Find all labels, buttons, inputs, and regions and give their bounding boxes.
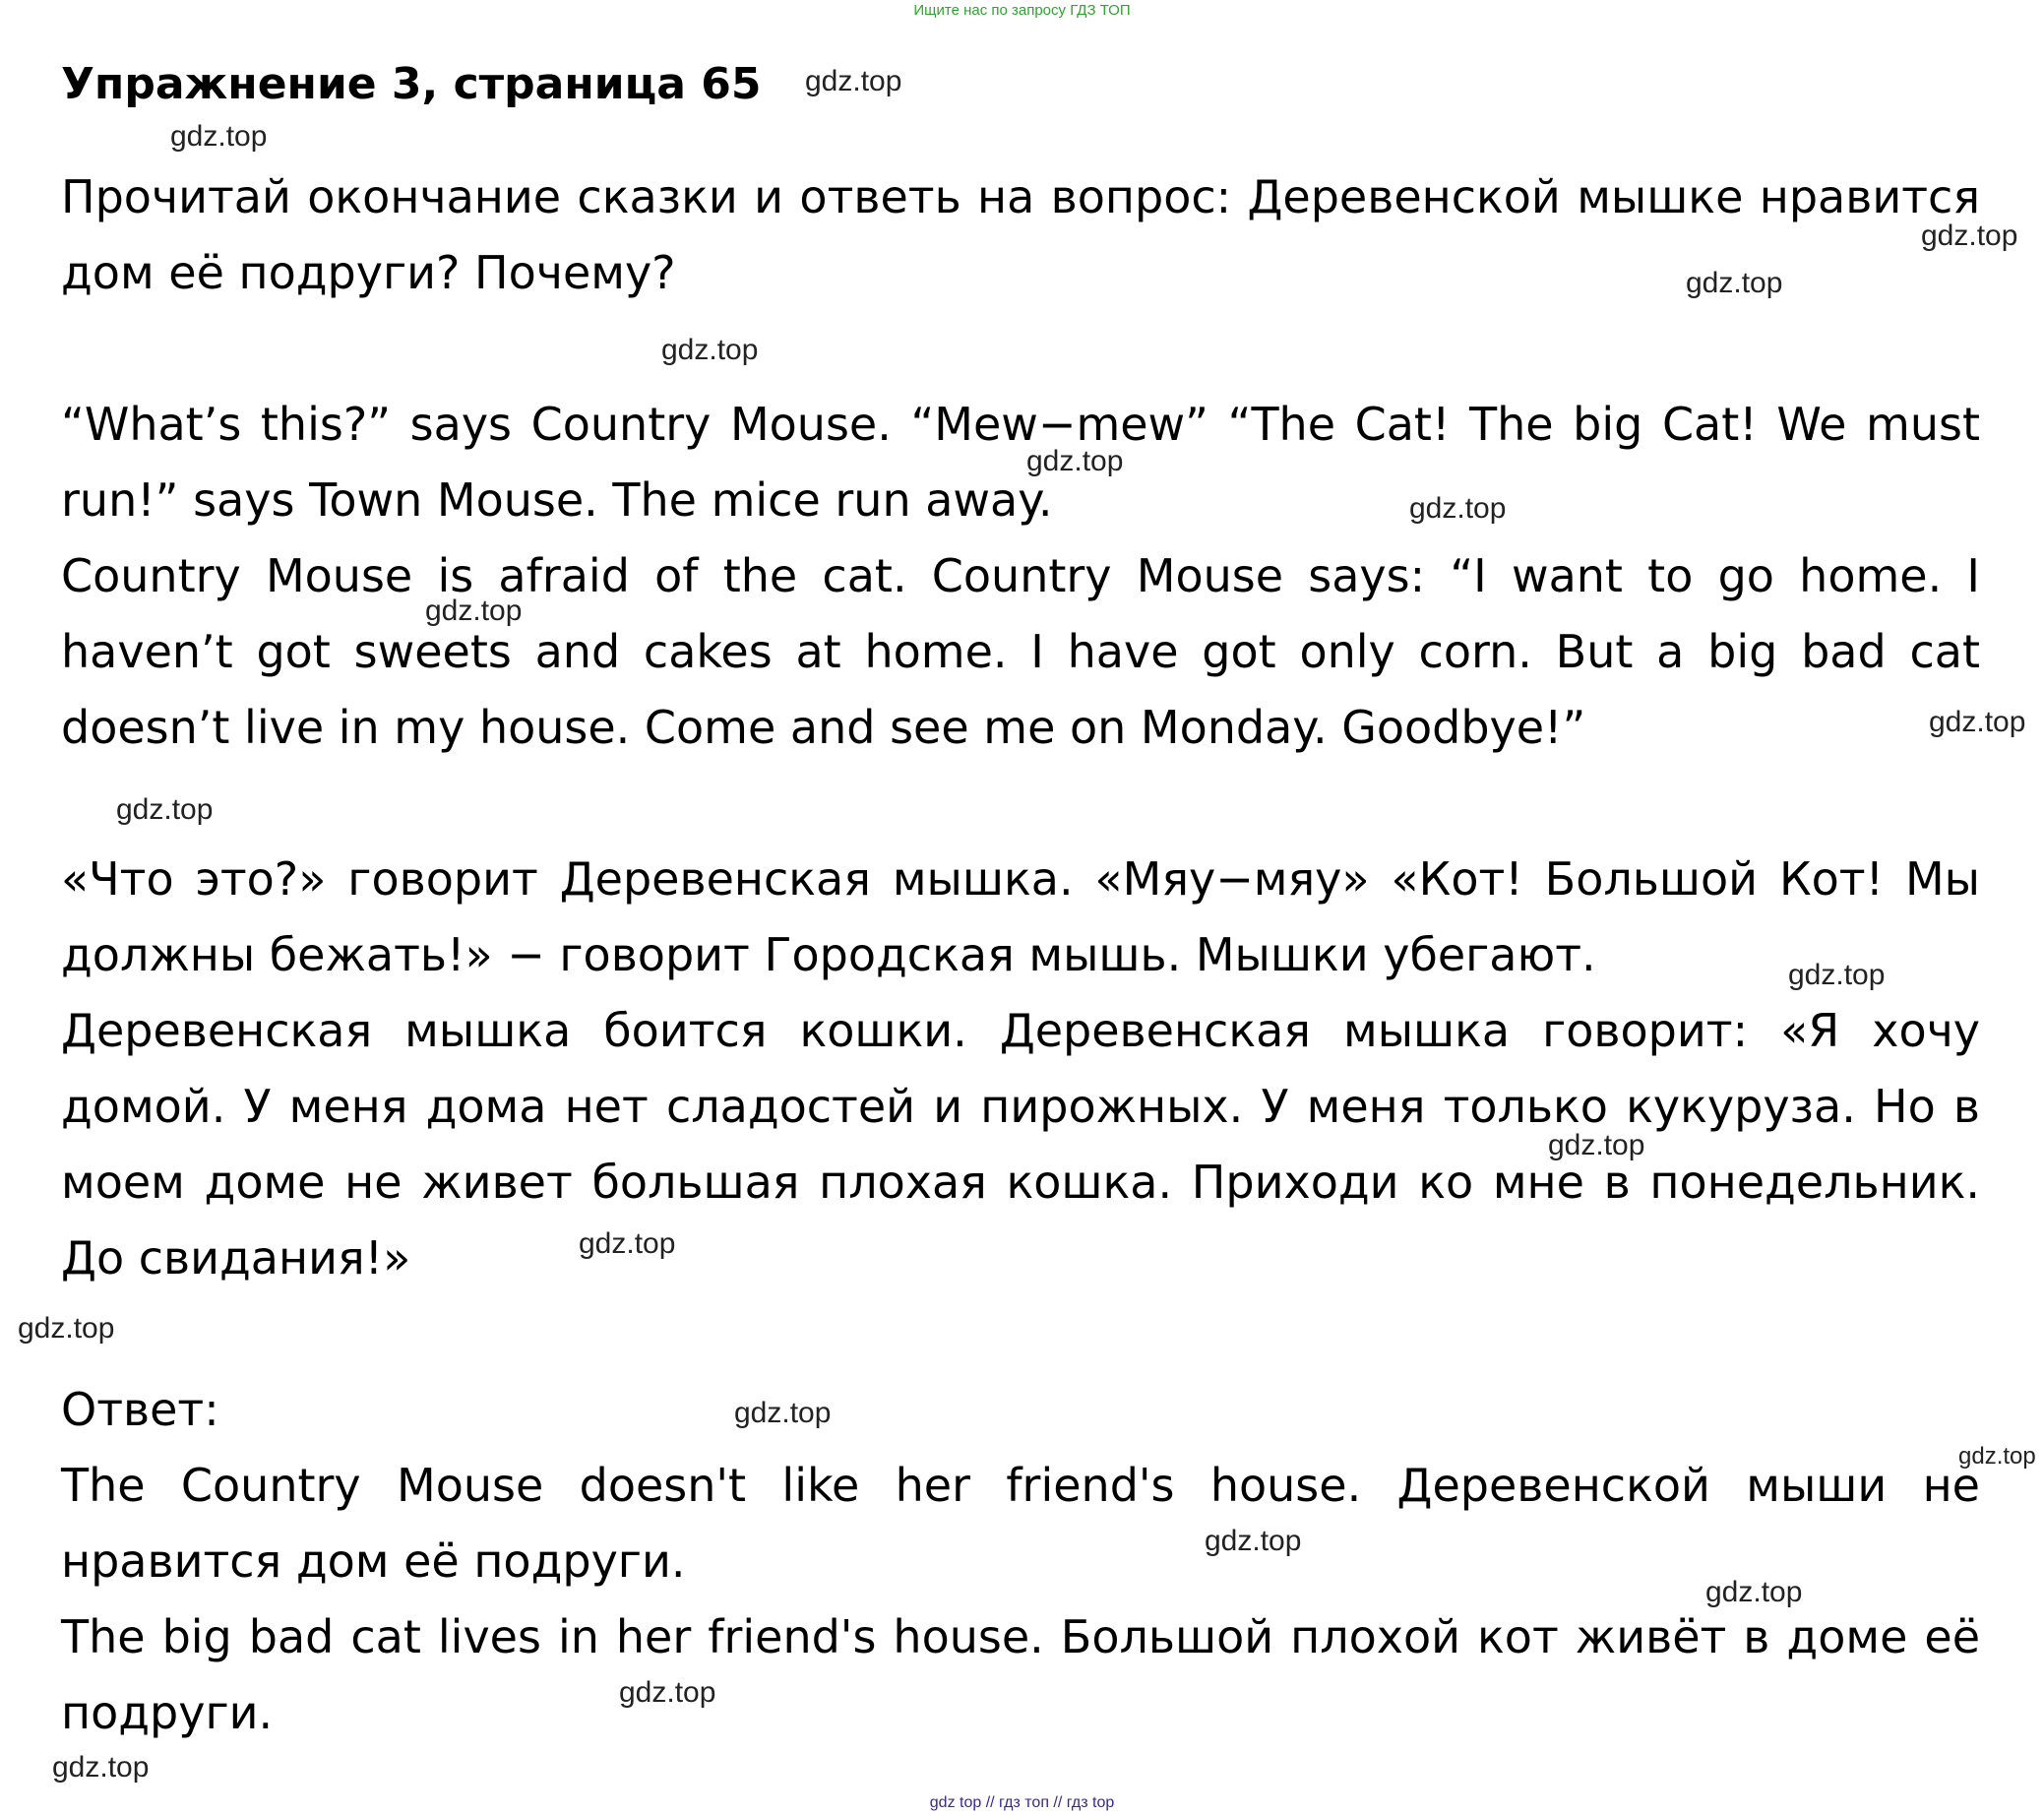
watermark: gdz.top	[1788, 959, 1886, 991]
watermark: gdz.top	[1958, 1443, 2036, 1470]
watermark: gdz.top	[805, 65, 902, 97]
watermark: gdz.top	[619, 1676, 716, 1709]
watermark: gdz.top	[52, 1751, 150, 1784]
watermark: gdz.top	[661, 334, 759, 366]
watermark: gdz.top	[170, 120, 268, 153]
page-title: Упражнение 3, страница 65	[61, 59, 762, 109]
watermark: gdz.top	[18, 1312, 115, 1345]
watermark: gdz.top	[1026, 445, 1124, 477]
watermark: gdz.top	[1705, 1576, 1803, 1608]
watermark: gdz.top	[579, 1227, 676, 1260]
watermark: gdz.top	[1929, 706, 2026, 738]
exercise-question: Прочитай окончание сказки и ответь на вопрос: Деревенской мышке нравится дом её подруги? Почему?	[61, 170, 1980, 299]
russian-paragraph-2: Деревенская мышка боится кошки. Деревенская мышка говорит: «Я хочу домой. У меня дома нет сладостей и пирожных. У меня только кукуруза. Но в моем доме не живет большая плохая кошка. Приходи ко мне в понедельник. До свидания!»	[61, 1004, 1980, 1284]
answer-line-2: The big bad cat lives in her friend's house. Большой плохой кот живёт в доме её подруги.	[61, 1610, 1980, 1739]
watermark: gdz.top	[1686, 267, 1783, 299]
answer-label: Ответ:	[61, 1383, 219, 1436]
watermark: gdz.top	[425, 595, 523, 627]
english-paragraph-2: Country Mouse is afraid of the cat. Country Mouse says: “I want to go home. I haven’t got sweets and cakes at home. I have got only corn. But a big bad cat doesn’t live in my house. Come and see me on Monday. Goodbye!”	[61, 549, 1980, 754]
watermark: gdz.top	[1409, 492, 1507, 525]
watermark: gdz.top	[116, 793, 214, 826]
answer-line-1: The Country Mouse doesn't like her friend's house. Деревенской мыши не нравится дом её подруги.	[61, 1459, 1980, 1588]
watermark: gdz.top	[1205, 1525, 1302, 1557]
top-banner: Ищите нас по запросу ГДЗ ТОП	[913, 2, 1131, 19]
watermark: gdz.top	[1548, 1129, 1645, 1161]
watermark: gdz.top	[1921, 219, 2018, 252]
russian-paragraph-1: «Что это?» говорит Деревенская мышка. «Мяу−мяу» «Кот! Большой Кот! Мы должны бежать!» − говорит Городская мышь. Мышки убегают.	[61, 852, 1980, 981]
english-paragraph-1: “What’s this?” says Country Mouse. “Mew−mew” “The Cat! The big Cat! We must run!” says Town Mouse. The mice run away.	[61, 398, 1980, 527]
footer-links: gdz top // гдз топ // гдз top	[929, 1794, 1115, 1811]
watermark: gdz.top	[734, 1397, 832, 1429]
